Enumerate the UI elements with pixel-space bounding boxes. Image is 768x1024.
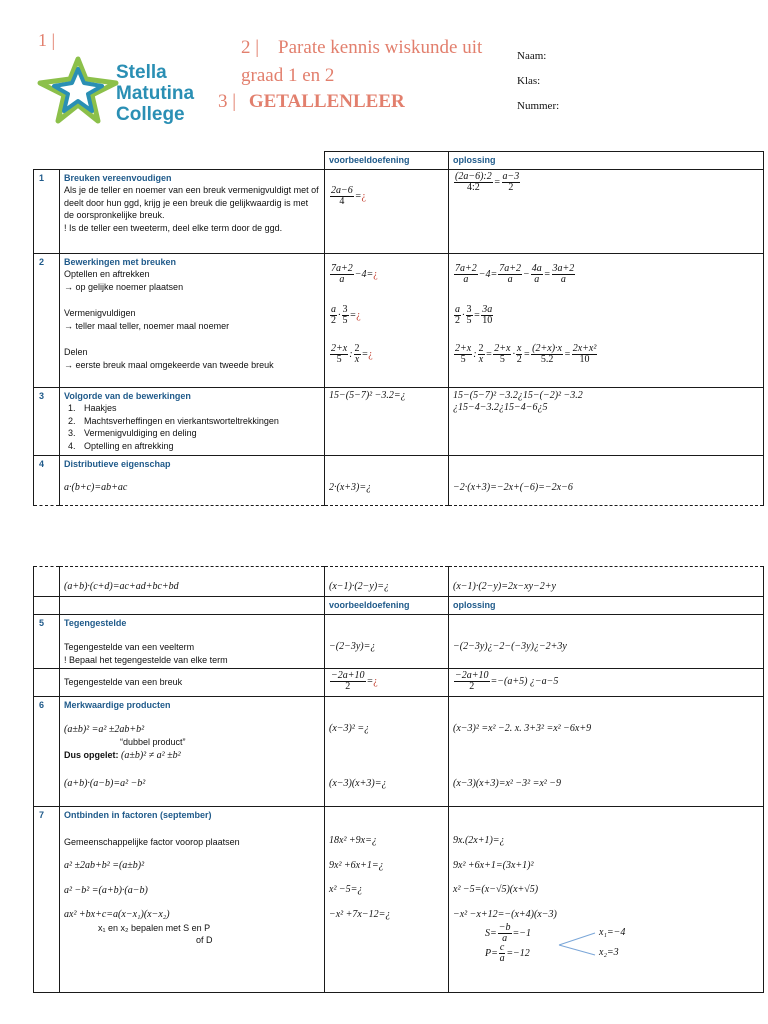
section-6-solutions xyxy=(449,697,764,807)
col-header-solution: oplossing xyxy=(449,152,764,170)
multiply-example: $\frac{a}{2}$ · $\frac{3}{5}$ =¿ xyxy=(331,303,361,326)
sum-product-note: x₁ en x₂ bepalen met S en P xyxy=(98,922,211,933)
col-header-solution: oplossing xyxy=(449,597,764,615)
section-5-example xyxy=(325,614,449,669)
opposite-solution: −(2−3y)¿−2−(−3y)¿−2+3y xyxy=(453,640,567,652)
distributive-solution: −2·(x+3)=−2x+(−6)=−2x−6 xyxy=(453,481,573,493)
factor-solution-3: x² −5=(x−√5)(x+√5) xyxy=(453,884,539,895)
section-5b-solution xyxy=(449,669,764,697)
factor-example-2: 9x² +6x+1=¿ xyxy=(329,859,384,871)
rule-add-subtract: Optellen en aftrekken xyxy=(64,269,150,279)
section-title: Breuken vereenvoudigen xyxy=(64,172,172,183)
subtitle xyxy=(218,91,405,113)
product-solution: (x−3)(x+3)=x² −3² =x² −9 xyxy=(453,777,562,789)
distributive-rule: a·(b+c)=ab+ac xyxy=(64,482,128,493)
section-1-text: Als je de teller en noemer van een breuk vermenigvuldigt met of deelt door hun ggd, krijg je een breuk die gelijkwaardig is met de oorspronkelijke breuk. xyxy=(64,185,319,220)
section-1-note: ! Is de teller een tweeterm, deel elke term door de ggd. xyxy=(64,222,283,233)
subtitle-text: GETALLENLEER xyxy=(248,91,405,112)
order-example: 15−(5−7)² −3.2=¿ xyxy=(329,389,406,401)
opposite-polynomial: Tegengestelde van een veelterm xyxy=(64,642,195,652)
header-spacer xyxy=(34,152,60,170)
section-number: 5 xyxy=(34,614,60,669)
square-solution: (x−3)² =x² −2. x. 3+3² =x² −6x+9 xyxy=(453,723,592,734)
header-spacer-2 xyxy=(60,152,325,170)
section-1-solution xyxy=(449,169,764,253)
list-item: 1. Haakjes xyxy=(78,402,320,415)
section-number: 1 xyxy=(34,169,60,253)
square-rule: (a±b)² =a² ±2ab+b² xyxy=(64,723,145,735)
opposite-fraction: Tegengestelde van een breuk xyxy=(64,677,183,687)
section-1-row xyxy=(34,169,764,253)
list-item: 3. Vermenigvuldiging en deling xyxy=(78,427,320,440)
section-title: Bewerkingen met breuken xyxy=(64,256,177,267)
operation-order-list xyxy=(78,402,320,452)
product-label: P= xyxy=(485,947,498,959)
section-title: Distributieve eigenschap xyxy=(64,458,171,469)
order-solution-line-1: 15−(5−7)² −3.2¿15−(−2)² −3.2 xyxy=(453,389,583,401)
section-6-row xyxy=(34,697,764,807)
sum-label: S= xyxy=(485,927,497,939)
trinomial-rule: ax² +bx+c=a(x−x₁)(x−x₂) xyxy=(64,909,170,920)
connector-lines xyxy=(557,929,599,959)
section-5-row xyxy=(34,614,764,669)
difference-squares-rule: a² −b² =(a+b)·(a−b) xyxy=(64,884,148,896)
root-x1: x₁=−4 xyxy=(599,927,626,938)
section-4-example xyxy=(325,455,449,505)
col-header-example: voorbeeldoefening xyxy=(325,597,449,615)
section-2-solutions xyxy=(449,253,764,387)
perfect-square-rule: a² ±2ab+b² =(a±b)² xyxy=(64,860,145,871)
difference-of-squares-rule: (a+b)·(a−b)=a² −b² xyxy=(64,778,146,789)
section-title: Ontbinden in factoren (september) xyxy=(64,810,212,820)
factor-example-1: 18x² +9x=¿ xyxy=(329,835,377,846)
knowledge-table-part-2 xyxy=(33,566,764,993)
section-7-content xyxy=(60,807,325,993)
sum-line: S= $\frac{-b}{a}$ =−1 xyxy=(485,922,531,944)
section-3-row xyxy=(34,387,764,455)
common-factor-rule: Gemeenschappelijke factor voorop plaatsen xyxy=(64,836,240,847)
section-5b-row xyxy=(34,669,764,697)
multiply-solution: $\frac{a}{2}$ · $\frac{3}{5}$ = $\frac{3a}{10}$ xyxy=(455,303,493,326)
list-item: 2. Machtsverheffingen en vierkantsworteltrekkingen xyxy=(78,415,320,428)
rule-multiply-detail: → teller maal teller, noemer maal noemer xyxy=(64,320,230,331)
section-1-content xyxy=(60,169,325,253)
section-number: 6 xyxy=(34,697,60,807)
section-number-empty xyxy=(34,669,60,697)
section-4-content xyxy=(60,455,325,505)
section-title: Merkwaardige producten xyxy=(64,700,171,710)
section-5b-content xyxy=(60,669,325,697)
factor-example-4: −x² +7x−12=¿ xyxy=(329,908,391,920)
list-item: 4. Optelling en aftrekking xyxy=(78,440,320,453)
opposite-fraction-example: $\frac{-2a+10}{2}$ =¿ xyxy=(331,670,378,692)
section-number: 4 xyxy=(34,455,60,505)
product-line: P= $\frac{c}{a}$ =−12 xyxy=(485,942,530,964)
section-7-examples xyxy=(325,807,449,993)
section-3-content xyxy=(60,387,325,455)
factor-solution-2: 9x² +6x+1=(3x+1)² xyxy=(453,859,534,871)
distributive-example: 2·(x+3)=¿ xyxy=(329,481,372,493)
factor-example-3: x² −5=¿ xyxy=(329,884,363,895)
header-spacer xyxy=(34,597,60,615)
logo-line-3: College xyxy=(116,104,185,125)
section-number: 3 xyxy=(34,387,60,455)
knowledge-table-part-1 xyxy=(33,151,764,506)
fraction-example: $\frac{2a-6}{4}$ =¿ xyxy=(331,184,366,207)
section-4-continued-row xyxy=(34,567,764,597)
logo-line-1: Stella xyxy=(116,62,167,83)
header-spacer-2 xyxy=(60,597,325,615)
square-example: (x−3)² =¿ xyxy=(329,723,370,734)
opposite-example: −(2−3y)=¿ xyxy=(329,640,376,652)
factor-solution-4: −x² −x+12=−(x+4)(x−3) xyxy=(453,908,557,920)
logo-line-2: Matutina xyxy=(116,83,195,104)
col-header-example: voorbeeldoefening xyxy=(325,152,449,170)
section-5-solution xyxy=(449,614,764,669)
field-name: Naam: xyxy=(517,50,547,62)
distributive-rule-2: (a+b)·(c+d)=ac+ad+bc+bd xyxy=(64,581,179,592)
student-fields xyxy=(517,44,559,119)
section-number: 7 xyxy=(34,807,60,993)
field-class: Klas: xyxy=(517,75,541,87)
section-7-row xyxy=(34,807,764,993)
caution-label: Dus opgelet: xyxy=(64,749,119,760)
factor-solution-1: 9x.(2x+1)=¿ xyxy=(453,835,505,846)
section-4-solution2-cell xyxy=(449,567,764,597)
add-solution: $\frac{7a+2}{a}$ −4= $\frac{7a+2}{a}$ − $\frac{4a}{a}$ = $\frac{3a+2}{a}$ xyxy=(455,262,575,285)
rule-add-subtract-detail: → op gelijke noemer plaatsen xyxy=(64,281,184,292)
caution-line xyxy=(64,749,320,763)
title-line-2: graad 1 en 2 xyxy=(241,65,335,86)
double-product-label: “dubbel product” xyxy=(120,737,186,747)
section-6-examples xyxy=(325,697,449,807)
section-1-example xyxy=(325,169,449,253)
title-line-1: 2 | Parate kennis wiskunde uit xyxy=(241,37,483,58)
section-4-row xyxy=(34,455,764,505)
caution-formula: (a±b)² ≠ a² ±b² xyxy=(121,749,181,761)
header-number-1: 1 | xyxy=(38,30,56,50)
add-example: $\frac{7a+2}{a}$ −4=¿ xyxy=(331,262,378,285)
product-value: =−12 xyxy=(506,947,530,959)
section-2-examples xyxy=(325,253,449,387)
section-number-empty xyxy=(34,567,60,597)
subtitle-number: 3 | xyxy=(218,91,237,112)
logo-wordmark xyxy=(116,62,194,125)
section-3-solution xyxy=(449,387,764,455)
fraction-solution: $\frac{(2a-6):2}{4:2}$ = $\frac{a-3}{2}$ xyxy=(455,170,520,193)
product-example: (x−3)(x+3)=¿ xyxy=(329,777,387,789)
order-solution-line-2: ¿15−4−3.2¿15−4−6¿5 xyxy=(453,402,548,413)
section-6-content xyxy=(60,697,325,807)
section-7-solutions xyxy=(449,807,764,993)
rule-divide: Delen xyxy=(64,347,88,357)
divide-example: $\frac{2+x}{5}$ : $\frac{2}{x}$ =¿ xyxy=(331,342,373,365)
section-3-example xyxy=(325,387,449,455)
section-4-rule2-cell xyxy=(60,567,325,597)
section-2-row xyxy=(34,253,764,387)
rule-divide-detail: → eerste breuk maal omgekeerde van tweede breuk xyxy=(64,359,274,370)
opposite-fraction-solution: $\frac{-2a+10}{2}$ =−(a+5) ¿−a−5 xyxy=(455,670,559,692)
section-title: Tegengestelde xyxy=(64,617,127,628)
stella-matutina-star-logo-icon xyxy=(36,55,122,125)
rule-multiply: Vermenigvuldigen xyxy=(64,308,136,318)
opposite-polynomial-note: ! Bepaal het tegengestelde van elke term xyxy=(64,654,228,665)
discriminant-note: of D xyxy=(196,935,213,945)
section-5b-example xyxy=(325,669,449,697)
section-5-content xyxy=(60,614,325,669)
section-4-solution xyxy=(449,455,764,505)
opposite-fraction-solution-tail: =−(a+5) ¿−a−5 xyxy=(490,675,559,687)
section-2-content xyxy=(60,253,325,387)
divide-solution: $\frac{2+x}{5}$ : $\frac{2}{x}$ = $\frac{2+x}{5}$ · $\frac{x}{2}$ = $\frac{(2+x)\cdot x}{5.2}$ = $\frac{\text{2x+x²}}{10}$ xyxy=(455,342,597,365)
root-x2: x₂=3 xyxy=(599,947,619,958)
section-title: Volgorde van de bewerkingen xyxy=(64,390,191,401)
document-title xyxy=(241,34,482,90)
section-number: 2 xyxy=(34,253,60,387)
section-4-example2-cell xyxy=(325,567,449,597)
distributive-example-2: (x−1)·(2−y)=¿ xyxy=(329,581,389,592)
distributive-solution-2: (x−1)·(2−y)=2x−xy−2+y xyxy=(453,581,556,592)
field-number: Nummer: xyxy=(517,100,560,112)
sum-value: =−1 xyxy=(512,927,531,939)
sum-product-work xyxy=(453,921,759,964)
